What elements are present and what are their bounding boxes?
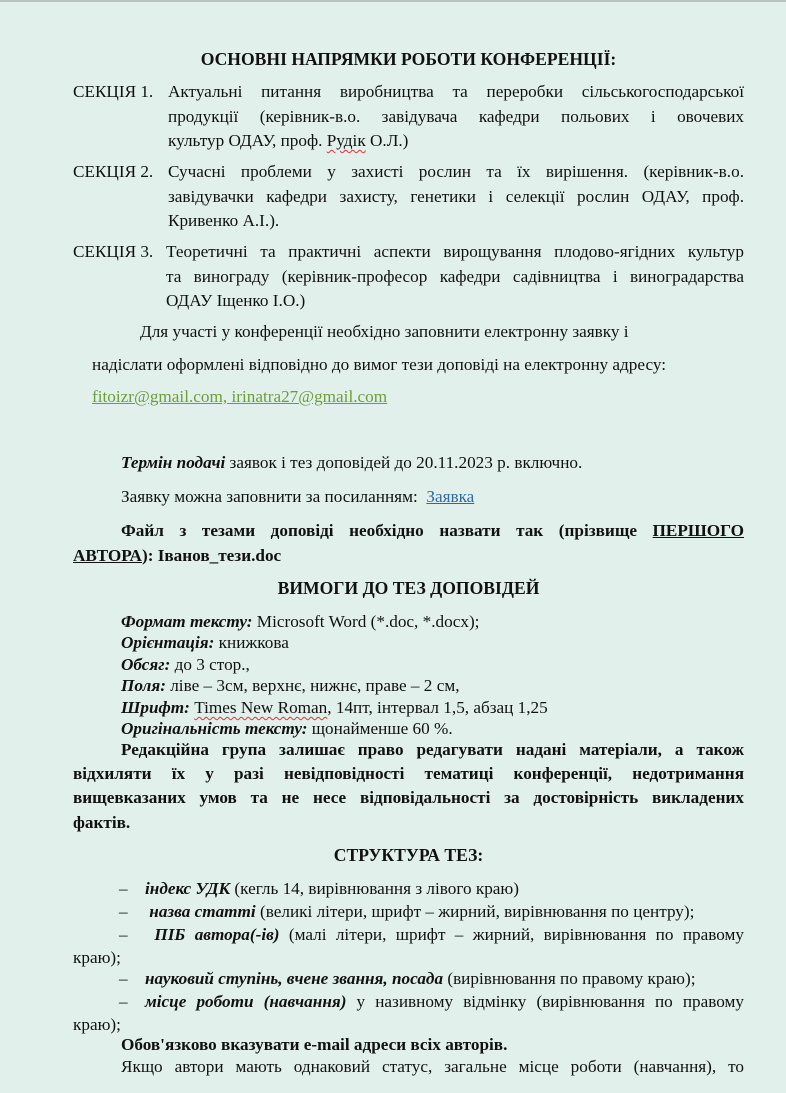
- structure-label: місце роботи (навчання): [145, 992, 347, 1011]
- structure-text: (великі літери, шрифт – жирний, вирівнювання по центру);: [255, 902, 695, 921]
- last-paragraph: [73, 1055, 744, 1078]
- requirement-value: , 14пт, інтервал 1,5, абзац 1,25: [327, 698, 548, 717]
- filename-underlined: ПЕРШОГО: [652, 521, 744, 540]
- structure-text: краю);: [73, 948, 121, 967]
- section-text: О.Л.): [365, 131, 409, 150]
- section-line: завідувачки кафедри захисту, генетики і селекції рослин ОДАУ, проф.: [168, 186, 744, 206]
- dash-bullet: –: [119, 992, 128, 1011]
- requirement-value: щонайменше 60 %.: [307, 719, 453, 738]
- application-link[interactable]: Заявка: [426, 487, 475, 506]
- requirement-value: книжкова: [214, 633, 289, 652]
- participation-line-1: Для участі у конференції необхідно заповнити електронну заявку і: [140, 322, 629, 341]
- requirement-label: Поля:: [121, 676, 166, 695]
- structure-label: науковий ступінь, вчене звання, посада: [145, 969, 444, 988]
- section-line: продукції (керівник-в.о. завідувача кафедри польових і овочевих: [168, 106, 744, 126]
- last-line: Якщо автори мають однаковий статус, загальне місце роботи (навчання), то: [121, 1057, 744, 1076]
- spellcheck-flagged-word: Рудік: [326, 131, 366, 150]
- requirement-label: Орієнтація:: [121, 633, 215, 652]
- filename-text: Файл з тезами доповіді необхідно назвати так (прізвище: [121, 521, 653, 540]
- deadline-line: [121, 452, 582, 474]
- section-line: ОДАУ Іщенко І.О.): [166, 291, 306, 310]
- spellcheck-flagged-word: Times New Roman: [194, 698, 328, 717]
- requirement-value: до 3 стор.,: [170, 655, 250, 674]
- section-line: Кривенко А.І.).: [168, 211, 280, 230]
- section-line: Сучасні проблеми у захисті рослин та їх вирішення. (керівник-в.о.: [168, 162, 744, 181]
- structure-item: [73, 923, 744, 969]
- structure-text: (малі літери, шрифт – жирний, вирівнювання по правому: [279, 925, 744, 944]
- requirement-label: Обсяг:: [121, 655, 171, 674]
- section-3: [73, 240, 744, 314]
- requirement-label: Шрифт:: [121, 698, 190, 717]
- editorial-text: фактів.: [73, 812, 131, 832]
- dash-bullet: –: [119, 902, 128, 921]
- email-requirement: Обов'язково вказувати e-mail адреси всіх авторів.: [121, 1035, 508, 1054]
- filename-text: ): Іванов_тези.doc: [141, 545, 282, 565]
- section-label: СЕКЦІЯ 3.: [73, 242, 154, 261]
- requirement-label: Оригінальність тексту:: [121, 719, 308, 738]
- top-border: [0, 0, 786, 2]
- deadline-text: заявок і тез доповідей до 20.11.2023 р. включно.: [225, 453, 583, 472]
- deadline-label: Термін подачі: [121, 453, 226, 472]
- requirements-title: ВИМОГИ ДО ТЕЗ ДОПОВІДЕЙ: [277, 578, 540, 598]
- requirement-value: ліве – 3см, верхнє, нижнє, праве – 2 см,: [165, 676, 460, 695]
- structure-text: (вирівнювання по правому краю);: [443, 969, 696, 988]
- filename-instruction: [73, 519, 744, 568]
- dash-bullet: –: [119, 969, 128, 988]
- main-heading: ОСНОВНІ НАПРЯМКИ РОБОТИ КОНФЕРЕНЦІЇ:: [200, 49, 617, 69]
- section-text: культур ОДАУ, проф.: [168, 131, 327, 150]
- requirement-item: [121, 654, 250, 675]
- editorial-text: відхиляти їх у разі невідповідності тематиці конференції, недотримання: [73, 764, 744, 784]
- filename-underlined: АВТОРА: [73, 545, 142, 565]
- structure-label: назва статті: [149, 902, 256, 921]
- requirement-item: [121, 697, 548, 718]
- dash-bullet: –: [119, 925, 128, 944]
- application-text: Заявку можна заповнити за посиланням:: [121, 487, 423, 506]
- requirement-item: [121, 611, 479, 632]
- dash-bullet: –: [119, 879, 128, 898]
- section-line: Актуальні питання виробництва та переробки сільськогосподарської: [168, 82, 744, 101]
- section-line: та винограду (керівник-професор кафедри садівництва і виноградарства: [166, 266, 744, 286]
- structure-item: [73, 877, 744, 900]
- section-2: [73, 160, 744, 234]
- requirement-item: [121, 632, 289, 653]
- structure-text: у називному відмінку (вирівнювання по правому: [346, 992, 744, 1011]
- requirement-item: [121, 718, 453, 739]
- editorial-note: [73, 738, 744, 835]
- structure-item: [73, 990, 744, 1036]
- section-line: Теоретичні та практичні аспекти вирощування плодово-ягідних культур: [166, 242, 744, 261]
- requirement-item: [121, 675, 460, 696]
- section-label: СЕКЦІЯ 2.: [73, 162, 154, 181]
- participation-line-2: надіслати оформлені відповідно до вимог тези доповіді на електронну адресу:: [92, 355, 666, 374]
- section-line: [168, 129, 744, 154]
- section-1: [73, 80, 744, 154]
- structure-item: [73, 967, 744, 990]
- editorial-text: вищевказаних умов та не несе відповідальності за достовірність викладених: [73, 788, 744, 808]
- structure-text: краю);: [73, 1015, 121, 1034]
- requirement-label: Формат тексту:: [121, 612, 253, 631]
- structure-text: (кегль 14, вирівнювання з лівого краю): [230, 879, 519, 898]
- structure-label: ПІБ автора(-ів): [154, 925, 280, 944]
- email-link[interactable]: fitoizr@gmail.com, irinatra27@gmail.com: [92, 387, 388, 406]
- structure-title: СТРУКТУРА ТЕЗ:: [333, 845, 484, 865]
- editorial-text: Редакційна група залишає право редагувати надані матеріали, а також: [121, 740, 744, 759]
- section-label: СЕКЦІЯ 1.: [73, 82, 154, 101]
- structure-item: [73, 900, 744, 923]
- application-line: [121, 486, 474, 508]
- requirement-value: Microsoft Word (*.doc, *.docx);: [252, 612, 480, 631]
- structure-label: індекс УДК: [145, 879, 231, 898]
